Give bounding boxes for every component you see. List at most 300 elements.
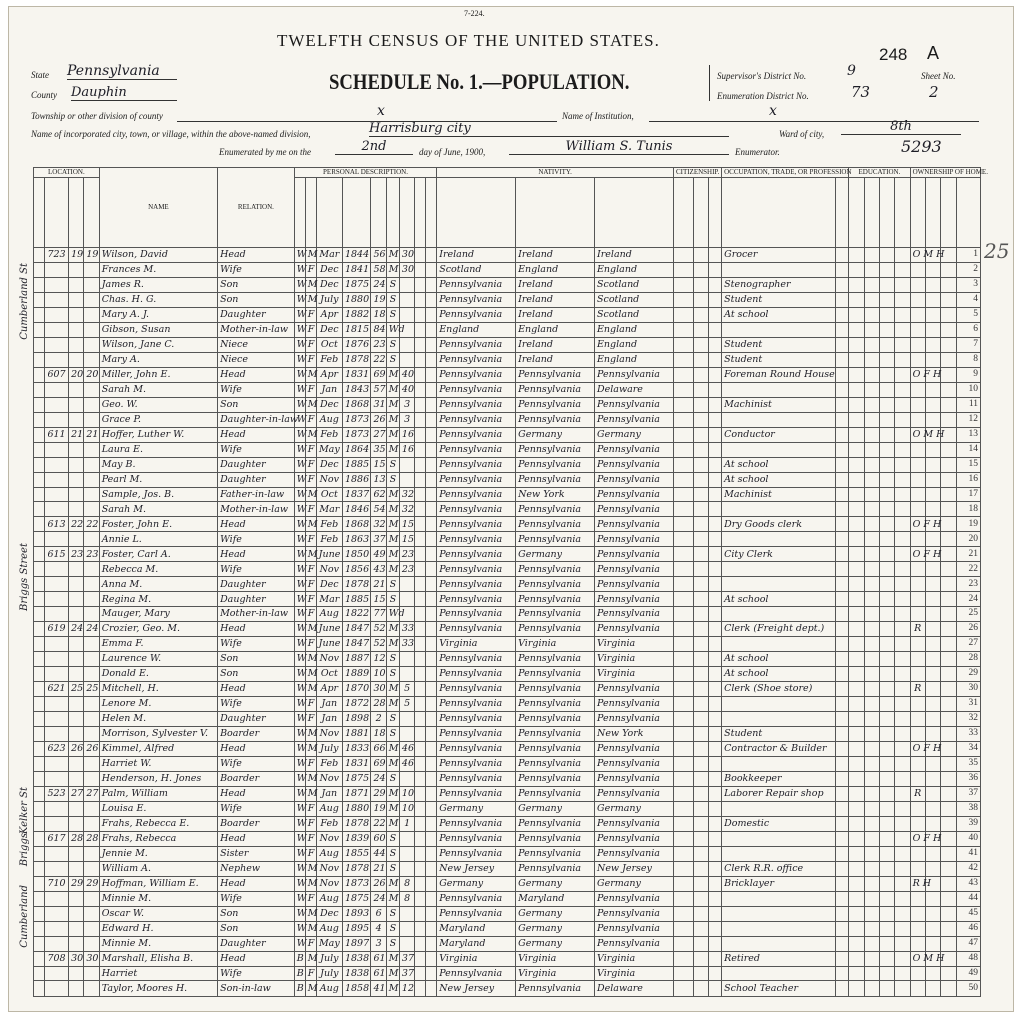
cell-dw bbox=[69, 981, 84, 997]
cell-empty bbox=[941, 337, 956, 352]
institution-value: x bbox=[769, 103, 777, 119]
cell-color: W bbox=[294, 322, 305, 337]
cell-empty bbox=[426, 442, 437, 457]
cell-mother: Pennsylvania bbox=[595, 532, 674, 547]
cell-yrs bbox=[399, 846, 414, 861]
cell-dw bbox=[69, 891, 84, 906]
cell-name: Marshall, Elisha B. bbox=[99, 951, 217, 966]
cell-empty bbox=[34, 637, 45, 652]
cell-fam bbox=[84, 502, 99, 517]
cell-empty bbox=[864, 622, 879, 637]
ward-value: 8th bbox=[841, 119, 961, 135]
cell-empty bbox=[415, 712, 426, 727]
cell-empty bbox=[708, 756, 721, 771]
cell-empty bbox=[426, 756, 437, 771]
cell-empty bbox=[864, 307, 879, 322]
cell-own bbox=[910, 981, 925, 997]
cell-occ bbox=[722, 562, 836, 577]
cell-mother: Ireland bbox=[595, 248, 674, 263]
cell-empty bbox=[895, 487, 910, 502]
cell-empty bbox=[693, 981, 708, 997]
cell-house bbox=[44, 906, 68, 921]
cell-empty bbox=[693, 682, 708, 697]
cell-mon: Feb bbox=[316, 756, 342, 771]
cell-empty bbox=[864, 637, 879, 652]
cell-rel: Head bbox=[218, 682, 295, 697]
cell-house bbox=[44, 592, 68, 607]
cell-age: 57 bbox=[371, 382, 386, 397]
cell-father: Germany bbox=[516, 906, 595, 921]
cell-empty bbox=[708, 697, 721, 712]
table-row bbox=[34, 786, 981, 801]
cell-empty bbox=[836, 846, 849, 861]
cell-house bbox=[44, 292, 68, 307]
cell-n: 3 bbox=[956, 277, 980, 292]
cell-father: Pennsylvania bbox=[516, 756, 595, 771]
cell-empty bbox=[864, 322, 879, 337]
cell-empty bbox=[925, 906, 940, 921]
cell-empty bbox=[673, 352, 693, 367]
cell-empty bbox=[925, 712, 940, 727]
cell-house bbox=[44, 637, 68, 652]
cell-n: 2 bbox=[956, 262, 980, 277]
cell-empty bbox=[836, 457, 849, 472]
cell-yrs: 16 bbox=[399, 442, 414, 457]
cell-father: Pennsylvania bbox=[516, 532, 595, 547]
cell-color: W bbox=[294, 771, 305, 786]
cell-empty bbox=[415, 906, 426, 921]
cell-empty bbox=[693, 307, 708, 322]
cell-empty bbox=[426, 472, 437, 487]
cell-yrs bbox=[399, 771, 414, 786]
cell-empty bbox=[415, 607, 426, 622]
cell-mother: Pennsylvania bbox=[595, 607, 674, 622]
cell-age: 69 bbox=[371, 756, 386, 771]
cell-empty bbox=[415, 682, 426, 697]
cell-yrs: 10 bbox=[399, 801, 414, 816]
cell-empty bbox=[426, 637, 437, 652]
cell-empty bbox=[693, 906, 708, 921]
cell-age: 52 bbox=[371, 622, 386, 637]
cell-dw: 21 bbox=[69, 427, 84, 442]
cell-sex: F bbox=[305, 307, 316, 322]
cell-dw bbox=[69, 277, 84, 292]
cell-sex: F bbox=[305, 472, 316, 487]
cell-n: 39 bbox=[956, 816, 980, 831]
cell-father: Pennsylvania bbox=[516, 861, 595, 876]
cell-empty bbox=[849, 861, 864, 876]
cell-father: Ireland bbox=[516, 292, 595, 307]
cell-yrs: 46 bbox=[399, 741, 414, 756]
cell-empty bbox=[836, 367, 849, 382]
cell-ms: M bbox=[386, 382, 399, 397]
cell-empty bbox=[415, 412, 426, 427]
cell-n: 50 bbox=[956, 981, 980, 997]
cell-father: Pennsylvania bbox=[516, 846, 595, 861]
cell-empty bbox=[879, 592, 894, 607]
cell-born: Pennsylvania bbox=[437, 307, 516, 322]
cell-own bbox=[910, 457, 925, 472]
cell-ms: M bbox=[386, 981, 399, 997]
cell-sex: M bbox=[305, 652, 316, 667]
cell-empty bbox=[708, 771, 721, 786]
cell-empty bbox=[673, 667, 693, 682]
cell-house bbox=[44, 936, 68, 951]
cell-fam bbox=[84, 727, 99, 742]
cell-empty bbox=[415, 382, 426, 397]
city-label: Name of incorporated city, town, or village, within the above-named division, bbox=[31, 129, 311, 139]
table-row bbox=[34, 727, 981, 742]
cell-rel: Son bbox=[218, 397, 295, 412]
cell-empty bbox=[708, 352, 721, 367]
cell-empty bbox=[941, 637, 956, 652]
cell-empty bbox=[673, 427, 693, 442]
cell-house bbox=[44, 771, 68, 786]
cell-empty bbox=[673, 502, 693, 517]
cell-empty bbox=[693, 412, 708, 427]
table-row bbox=[34, 382, 981, 397]
cell-n: 4 bbox=[956, 292, 980, 307]
cell-rel: Head bbox=[218, 248, 295, 263]
cell-empty bbox=[895, 502, 910, 517]
cell-empty bbox=[864, 367, 879, 382]
cell-empty bbox=[426, 741, 437, 756]
cell-empty bbox=[836, 936, 849, 951]
cell-empty bbox=[708, 397, 721, 412]
cell-empty bbox=[708, 427, 721, 442]
cell-house bbox=[44, 307, 68, 322]
cell-empty bbox=[879, 786, 894, 801]
cell-yr: 1875 bbox=[342, 277, 370, 292]
cell-n: 28 bbox=[956, 652, 980, 667]
cell-born: Pennsylvania bbox=[437, 577, 516, 592]
cell-empty bbox=[864, 921, 879, 936]
cell-mother: Pennsylvania bbox=[595, 846, 674, 861]
cell-house bbox=[44, 861, 68, 876]
cell-empty bbox=[836, 861, 849, 876]
cell-color: W bbox=[294, 382, 305, 397]
cell-empty bbox=[34, 756, 45, 771]
cell-mon: July bbox=[316, 951, 342, 966]
cell-empty bbox=[415, 517, 426, 532]
cell-empty bbox=[673, 682, 693, 697]
cell-empty bbox=[864, 741, 879, 756]
cell-empty bbox=[673, 367, 693, 382]
cell-yrs: 10 bbox=[399, 786, 414, 801]
cell-empty bbox=[34, 502, 45, 517]
cell-empty bbox=[836, 337, 849, 352]
cell-yrs bbox=[399, 307, 414, 322]
cell-name: Laurence W. bbox=[99, 652, 217, 667]
table-row bbox=[34, 547, 981, 562]
cell-empty bbox=[879, 337, 894, 352]
cell-house: 710 bbox=[44, 876, 68, 891]
cell-yr: 1880 bbox=[342, 292, 370, 307]
cell-yrs bbox=[399, 652, 414, 667]
cell-empty bbox=[849, 248, 864, 263]
cell-empty bbox=[864, 876, 879, 891]
cell-empty bbox=[34, 352, 45, 367]
cell-empty bbox=[693, 861, 708, 876]
cell-father: Ireland bbox=[516, 352, 595, 367]
cell-name: Mary A. J. bbox=[99, 307, 217, 322]
cell-rel: Sister bbox=[218, 846, 295, 861]
cell-dw: 27 bbox=[69, 786, 84, 801]
cell-empty bbox=[879, 502, 894, 517]
cell-empty bbox=[693, 891, 708, 906]
cell-father: Ireland bbox=[516, 248, 595, 263]
cell-own bbox=[910, 337, 925, 352]
institution-label: Name of Institution, bbox=[562, 111, 634, 121]
cell-yr: 1863 bbox=[342, 532, 370, 547]
cell-n: 11 bbox=[956, 397, 980, 412]
cell-empty bbox=[693, 846, 708, 861]
cell-name: Helen M. bbox=[99, 712, 217, 727]
cell-father: Ireland bbox=[516, 307, 595, 322]
cell-yr: 1885 bbox=[342, 457, 370, 472]
cell-empty bbox=[34, 307, 45, 322]
cell-empty bbox=[415, 562, 426, 577]
cell-ms: M bbox=[386, 547, 399, 562]
cell-dw bbox=[69, 412, 84, 427]
cell-sex: M bbox=[305, 667, 316, 682]
cell-color: W bbox=[294, 936, 305, 951]
cell-empty bbox=[708, 367, 721, 382]
cell-empty bbox=[941, 577, 956, 592]
cell-mon: Mar bbox=[316, 592, 342, 607]
cell-own bbox=[910, 442, 925, 457]
cell-empty bbox=[925, 292, 940, 307]
cell-ms: M bbox=[386, 502, 399, 517]
cell-empty bbox=[34, 532, 45, 547]
table-row bbox=[34, 262, 981, 277]
cell-empty bbox=[849, 712, 864, 727]
cell-empty bbox=[836, 442, 849, 457]
cell-father: Pennsylvania bbox=[516, 442, 595, 457]
cell-empty bbox=[941, 727, 956, 742]
cell-own bbox=[910, 487, 925, 502]
cell-empty bbox=[849, 682, 864, 697]
table-row bbox=[34, 457, 981, 472]
cell-yrs: 5 bbox=[399, 682, 414, 697]
cell-empty bbox=[708, 846, 721, 861]
cell-empty bbox=[895, 697, 910, 712]
cell-yrs bbox=[399, 577, 414, 592]
cell-born: Pennsylvania bbox=[437, 816, 516, 831]
cell-color: W bbox=[294, 248, 305, 263]
cell-age: 37 bbox=[371, 532, 386, 547]
cell-n: 23 bbox=[956, 577, 980, 592]
cell-ms: M bbox=[386, 487, 399, 502]
cell-mon: Feb bbox=[316, 816, 342, 831]
cell-own bbox=[910, 592, 925, 607]
cell-age: 24 bbox=[371, 891, 386, 906]
cell-empty bbox=[941, 861, 956, 876]
cell-rel: Wife bbox=[218, 382, 295, 397]
cell-rel: Son bbox=[218, 667, 295, 682]
cell-empty bbox=[693, 667, 708, 682]
cell-empty bbox=[426, 891, 437, 906]
cell-fam bbox=[84, 562, 99, 577]
cell-empty bbox=[864, 981, 879, 997]
cell-ms: S bbox=[386, 337, 399, 352]
cell-empty bbox=[34, 652, 45, 667]
cell-empty bbox=[708, 457, 721, 472]
cell-occ: Conductor bbox=[722, 427, 836, 442]
cell-empty bbox=[415, 756, 426, 771]
cell-rel: Daughter bbox=[218, 307, 295, 322]
cell-empty bbox=[693, 786, 708, 801]
cell-n: 12 bbox=[956, 412, 980, 427]
cell-empty bbox=[34, 816, 45, 831]
cell-empty bbox=[879, 427, 894, 442]
cell-empty bbox=[708, 442, 721, 457]
cell-empty bbox=[673, 607, 693, 622]
table-row bbox=[34, 667, 981, 682]
cell-born: Pennsylvania bbox=[437, 756, 516, 771]
cell-name: Kimmel, Alfred bbox=[99, 741, 217, 756]
cell-occ: At school bbox=[722, 592, 836, 607]
cell-empty bbox=[879, 562, 894, 577]
cell-yr: 1873 bbox=[342, 412, 370, 427]
cell-rel: Son bbox=[218, 921, 295, 936]
cell-mother: Pennsylvania bbox=[595, 622, 674, 637]
cell-father: Virginia bbox=[516, 966, 595, 981]
cell-empty bbox=[673, 786, 693, 801]
cell-fam bbox=[84, 382, 99, 397]
cell-house bbox=[44, 262, 68, 277]
cell-empty bbox=[895, 846, 910, 861]
cell-fam bbox=[84, 637, 99, 652]
cell-empty bbox=[849, 981, 864, 997]
cell-empty bbox=[849, 292, 864, 307]
cell-empty bbox=[849, 337, 864, 352]
cell-mon: Nov bbox=[316, 771, 342, 786]
cell-occ bbox=[722, 532, 836, 547]
cell-sex: M bbox=[305, 727, 316, 742]
cell-empty bbox=[693, 457, 708, 472]
cell-age: 54 bbox=[371, 502, 386, 517]
cell-color: W bbox=[294, 801, 305, 816]
cell-occ: Grocer bbox=[722, 248, 836, 263]
cell-yr: 1831 bbox=[342, 367, 370, 382]
cell-rel: Head bbox=[218, 831, 295, 846]
cell-sex: F bbox=[305, 592, 316, 607]
cell-empty bbox=[34, 622, 45, 637]
cell-age: 24 bbox=[371, 277, 386, 292]
cell-empty bbox=[849, 457, 864, 472]
cell-empty bbox=[415, 622, 426, 637]
cell-fam: 24 bbox=[84, 622, 99, 637]
cell-empty bbox=[708, 906, 721, 921]
cell-yr: 1838 bbox=[342, 951, 370, 966]
cell-empty bbox=[925, 397, 940, 412]
cell-mother: Delaware bbox=[595, 382, 674, 397]
cell-occ: Machinist bbox=[722, 397, 836, 412]
cell-dw: 20 bbox=[69, 367, 84, 382]
cell-mon: Aug bbox=[316, 846, 342, 861]
cell-empty bbox=[941, 966, 956, 981]
cell-mon: Feb bbox=[316, 352, 342, 367]
cell-empty bbox=[849, 382, 864, 397]
cell-own bbox=[910, 771, 925, 786]
cell-yrs bbox=[399, 861, 414, 876]
cell-empty bbox=[415, 427, 426, 442]
cell-empty bbox=[895, 786, 910, 801]
cell-empty bbox=[836, 592, 849, 607]
cell-rel: Wife bbox=[218, 262, 295, 277]
cell-ms: M bbox=[386, 891, 399, 906]
cell-empty bbox=[895, 891, 910, 906]
cell-occ bbox=[722, 577, 836, 592]
cell-color: W bbox=[294, 352, 305, 367]
cell-yr: 1878 bbox=[342, 861, 370, 876]
cell-mon: Feb bbox=[316, 427, 342, 442]
cell-empty bbox=[426, 427, 437, 442]
cell-empty bbox=[879, 667, 894, 682]
cell-ms: S bbox=[386, 921, 399, 936]
cell-occ bbox=[722, 936, 836, 951]
cell-empty bbox=[895, 592, 910, 607]
cell-empty bbox=[673, 727, 693, 742]
cell-empty bbox=[941, 322, 956, 337]
cell-empty bbox=[895, 771, 910, 786]
cell-mon: Dec bbox=[316, 906, 342, 921]
cell-empty bbox=[895, 337, 910, 352]
cell-empty bbox=[426, 951, 437, 966]
cell-name: Laura E. bbox=[99, 442, 217, 457]
cell-sex: F bbox=[305, 352, 316, 367]
cell-empty bbox=[426, 382, 437, 397]
cell-empty bbox=[895, 727, 910, 742]
cell-n: 44 bbox=[956, 891, 980, 906]
cell-yrs bbox=[399, 337, 414, 352]
cell-own: R bbox=[910, 786, 925, 801]
cell-name: Foster, Carl A. bbox=[99, 547, 217, 562]
cell-empty bbox=[864, 667, 879, 682]
cell-empty bbox=[673, 936, 693, 951]
cell-age: 24 bbox=[371, 771, 386, 786]
cell-rel: Head bbox=[218, 741, 295, 756]
cell-empty bbox=[941, 517, 956, 532]
cell-ms: Wd bbox=[386, 322, 399, 337]
cell-ms: M bbox=[386, 367, 399, 382]
cell-empty bbox=[693, 502, 708, 517]
margin-note: 25 bbox=[984, 239, 1010, 263]
cell-sex: M bbox=[305, 741, 316, 756]
cell-mother: Delaware bbox=[595, 981, 674, 997]
cell-own bbox=[910, 846, 925, 861]
cell-empty bbox=[415, 592, 426, 607]
cell-own bbox=[910, 712, 925, 727]
cell-dw bbox=[69, 906, 84, 921]
cell-empty bbox=[673, 906, 693, 921]
cell-rel: Wife bbox=[218, 891, 295, 906]
cell-fam: 25 bbox=[84, 682, 99, 697]
cell-house: 615 bbox=[44, 547, 68, 562]
cell-empty bbox=[895, 472, 910, 487]
cell-empty bbox=[708, 682, 721, 697]
cell-empty bbox=[849, 397, 864, 412]
cell-ms: M bbox=[386, 427, 399, 442]
cell-empty bbox=[673, 771, 693, 786]
cell-yr: 1856 bbox=[342, 562, 370, 577]
cell-n: 7 bbox=[956, 337, 980, 352]
cell-born: Pennsylvania bbox=[437, 352, 516, 367]
cell-color: W bbox=[294, 921, 305, 936]
cell-yr: 1880 bbox=[342, 801, 370, 816]
cell-house: 708 bbox=[44, 951, 68, 966]
